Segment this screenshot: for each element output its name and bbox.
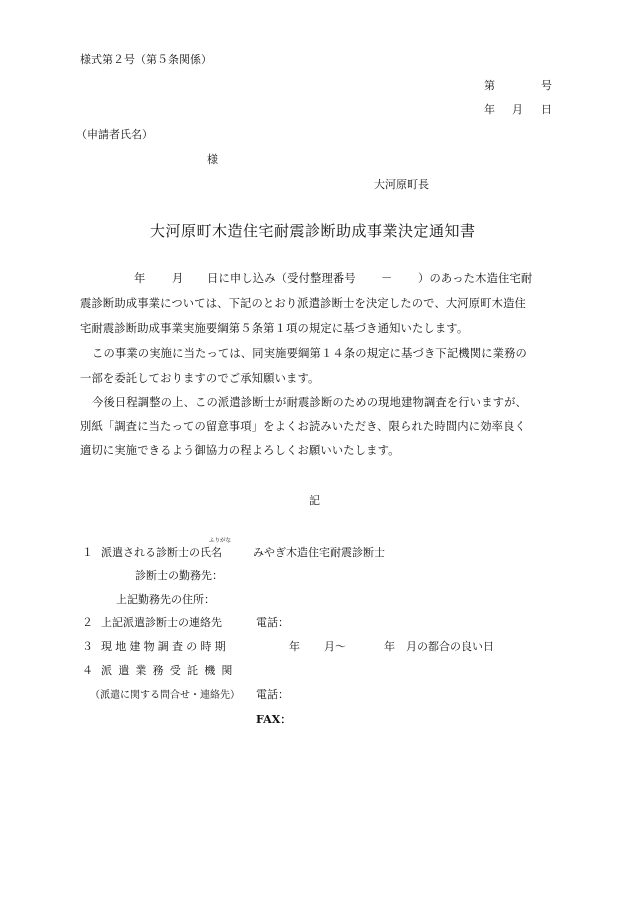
document-title: 大河原町木造住宅耐震診断助成事業決定通知書 <box>150 222 476 240</box>
item3-end: 月の都合の良い日 <box>406 640 494 653</box>
body-p1-end: ）のあった木造住宅耐 <box>418 272 533 285</box>
issuer: 大河原町長 <box>374 178 429 191</box>
honorific: 様 <box>207 153 218 166</box>
item1-ruby: ふりがな <box>209 538 232 544</box>
body-p1-dash: － <box>381 272 393 285</box>
doc-date-month: 月 <box>512 103 523 116</box>
body-p1-line3: 宅耐震診断助成事業実施要綱第５条第１項の規定に基づき通知いたします。 <box>80 322 469 335</box>
ki-heading: 記 <box>309 494 320 507</box>
doc-date-year: 年 <box>484 103 495 116</box>
item3-month: 月～ <box>324 640 346 653</box>
item1-value: みやぎ木造住宅耐震診断士 <box>253 546 385 559</box>
doc-date-day: 日 <box>541 103 552 116</box>
item2-tel: 電話： <box>256 616 289 629</box>
body-p2-line2: 一部を委託しておりますのでご承知願います。 <box>80 372 320 385</box>
item1-sub-address: 上記勤務先の住所： <box>116 593 215 606</box>
item4-number: ４ <box>82 664 93 677</box>
doc-number-suffix: 号 <box>541 79 552 92</box>
applicant-label: （申請者氏名） <box>76 128 153 141</box>
item2-number: ２ <box>82 616 93 629</box>
body-p2-line1: この事業の実施に当たっては、同実施要綱第１４条の規定に基づき下記機関に業務の <box>92 347 527 360</box>
item4-sub: （派遣に関する問合せ・連絡先） <box>90 690 240 701</box>
item3-number: ３ <box>82 640 93 653</box>
body-p1-line2: 震診断助成事業については、下記のとおり派遣診断士を決定したので、大河原町木造住 <box>80 297 526 310</box>
form-number: 様式第２号（第５条関係） <box>80 53 212 66</box>
item4-label: 派遣業務受託機関 <box>101 664 239 677</box>
body-p3-line1: 今後日程調整の上、この派遣診断士が耐震診断のための現地建物調査を行いますが、 <box>92 396 527 409</box>
body-p3-line2: 別紙「調査に当たっての留意事項」をよくお読みいただき、限られた時間内に効率良く <box>80 420 526 433</box>
item4-fax: FAX： <box>256 713 292 726</box>
body-p3-line3: 適切に実施できるよう御協力の程よろしくお願いいたします。 <box>80 444 400 457</box>
item1-label: 派遣される診断士の氏名 <box>101 546 222 559</box>
item3-year2: 年 <box>384 640 395 653</box>
item1-sub-office: 診断士の勤務先： <box>135 569 223 582</box>
doc-number-prefix: 第 <box>484 79 495 92</box>
item3-year: 年 <box>289 640 300 653</box>
item2-label: 上記派遣診断士の連絡先 <box>101 616 222 629</box>
item3-label: 現地建物調査の時期 <box>101 640 229 653</box>
body-p1-rest: 日に申し込み（受付整理番号 <box>207 272 356 285</box>
body-p1-year: 年 <box>134 272 146 285</box>
item1-number: １ <box>82 546 93 559</box>
item4-tel: 電話： <box>256 688 289 701</box>
body-p1-month: 月 <box>172 272 184 285</box>
